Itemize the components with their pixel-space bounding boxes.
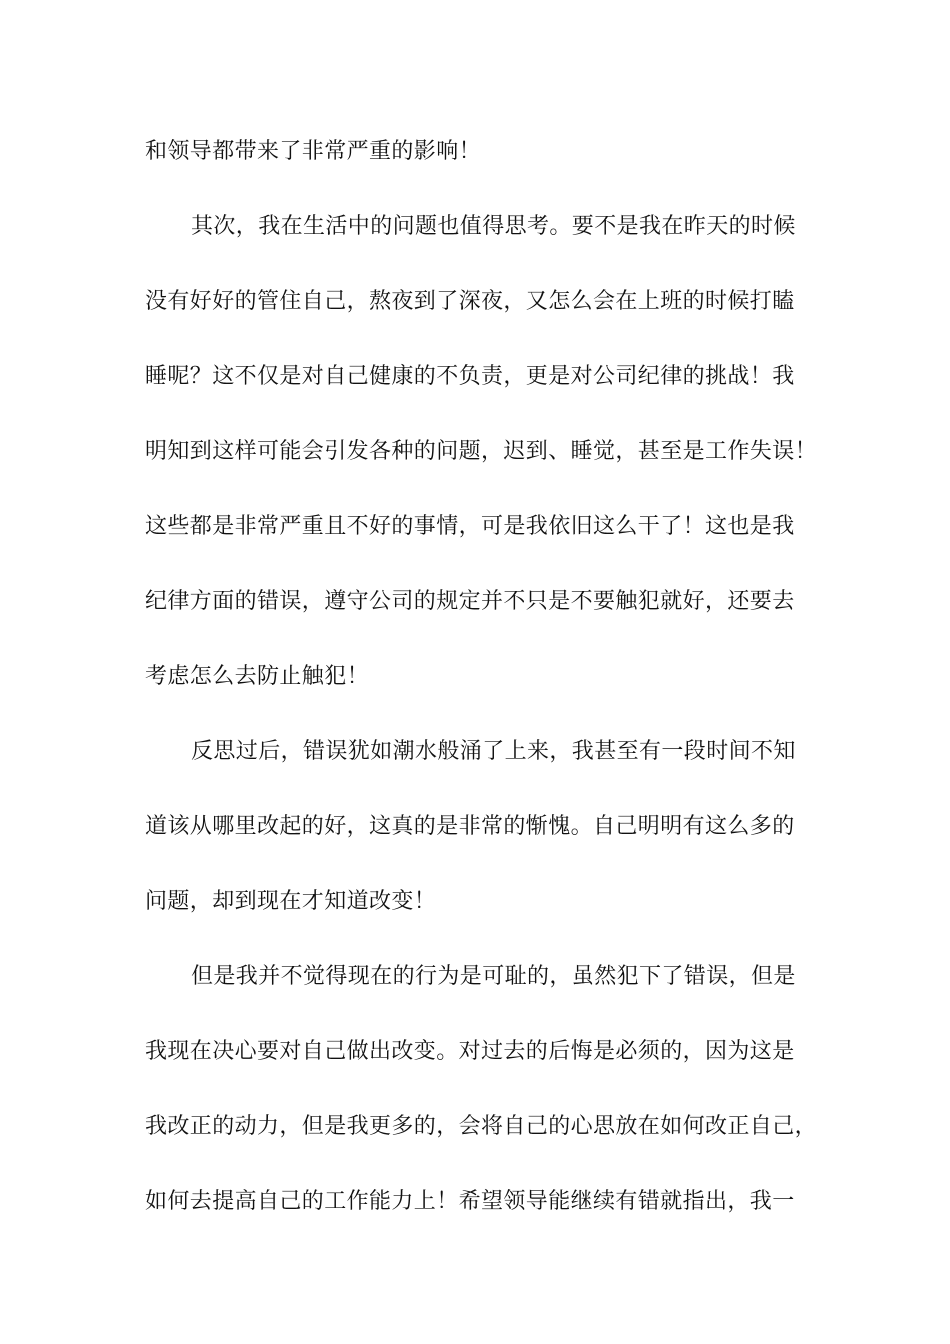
text-line: 我现在决心要对自己做出改变。对过去的后悔是必须的，因为这是 bbox=[145, 1039, 795, 1064]
text-line: 考虑怎么去防止触犯！ bbox=[145, 664, 370, 689]
text-line: 纪律方面的错误，遵守公司的规定并不只是不要触犯就好，还要去 bbox=[145, 589, 795, 614]
paragraph-first-line: 反思过后，错误犹如潮水般涌了上来，我甚至有一段时间不知 bbox=[191, 739, 796, 764]
text-line: 我改正的动力，但是我更多的，会将自己的心思放在如何改正自己， bbox=[145, 1114, 818, 1139]
paragraph-first-line: 其次，我在生活中的问题也值得思考。要不是我在昨天的时候 bbox=[191, 214, 796, 239]
text-line: 睡呢？这不仅是对自己健康的不负责，更是对公司纪律的挑战！我 bbox=[145, 364, 795, 389]
text-line: 明知到这样可能会引发各种的问题，迟到、睡觉，甚至是工作失误！ bbox=[145, 439, 818, 464]
text-line: 如何去提高自己的工作能力上！希望领导能继续有错就指出，我一 bbox=[145, 1189, 795, 1214]
text-line: 和领导都带来了非常严重的影响！ bbox=[145, 139, 482, 164]
paragraph-first-line: 但是我并不觉得现在的行为是可耻的，虽然犯下了错误，但是 bbox=[191, 964, 796, 989]
text-line: 道该从哪里改起的好，这真的是非常的惭愧。自己明明有这么多的 bbox=[145, 814, 795, 839]
text-line: 这些都是非常严重且不好的事情，可是我依旧这么干了！这也是我 bbox=[145, 514, 795, 539]
text-line: 问题，却到现在才知道改变！ bbox=[145, 889, 437, 914]
text-line: 没有好好的管住自己，熬夜到了深夜，又怎么会在上班的时候打瞌 bbox=[145, 289, 795, 314]
